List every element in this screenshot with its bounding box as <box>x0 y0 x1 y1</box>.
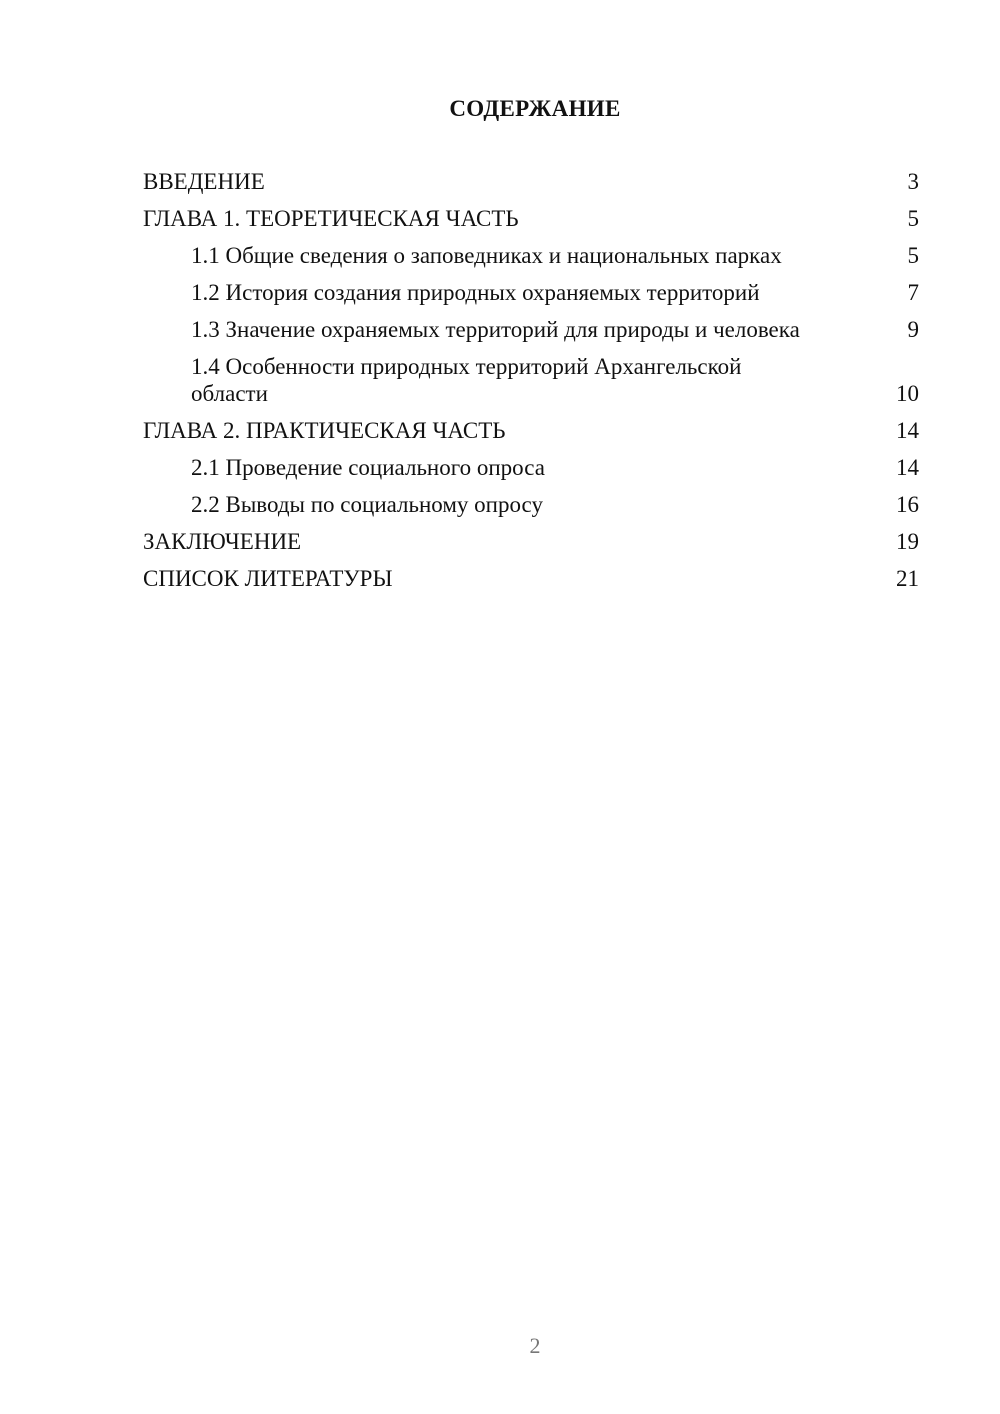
toc-entry-chapter-1[interactable] <box>143 205 919 232</box>
toc-entry-section-2-1[interactable] <box>143 454 919 481</box>
toc-entry-page: 5 <box>907 243 919 268</box>
toc-entry-page: 10 <box>896 381 919 406</box>
table-of-contents <box>143 168 919 602</box>
toc-entry-page: 14 <box>896 418 919 443</box>
toc-entry-section-2-2[interactable] <box>143 491 919 518</box>
page-number: 2 <box>529 1333 541 1358</box>
toc-entry-page: 3 <box>907 169 919 194</box>
toc-entry-page: 7 <box>907 280 919 305</box>
toc-entry-text: 1.4 Особенности природных территорий Архангельской области <box>191 354 742 406</box>
toc-entry-text: ЗАКЛЮЧЕНИЕ <box>143 529 302 554</box>
toc-entry-bibliography[interactable] <box>143 565 919 592</box>
toc-entry-text: 2.2 Выводы по социальному опросу <box>191 492 543 517</box>
toc-entry-conclusion[interactable] <box>143 528 919 555</box>
toc-entry-text: СПИСОК ЛИТЕРАТУРЫ <box>143 566 393 591</box>
toc-entry-page: 5 <box>907 206 919 231</box>
toc-entry-page: 19 <box>896 529 919 554</box>
toc-entry-page: 16 <box>896 492 919 517</box>
toc-entry-section-1-4[interactable] <box>143 353 919 407</box>
toc-entry-section-1-2[interactable] <box>143 279 919 306</box>
toc-entry-text: 1.2 История создания природных охраняемых территорий <box>191 280 760 305</box>
toc-entry-introduction[interactable] <box>143 168 919 195</box>
toc-entry-text: ВВЕДЕНИЕ <box>143 169 265 194</box>
toc-entry-text: ГЛАВА 2. ПРАКТИЧЕСКАЯ ЧАСТЬ <box>143 418 506 443</box>
toc-entry-page: 21 <box>896 566 919 591</box>
toc-entry-page: 9 <box>907 317 919 342</box>
toc-entry-text: 2.1 Проведение социального опроса <box>191 455 545 480</box>
toc-entry-section-1-1[interactable] <box>143 242 919 269</box>
toc-entry-text: ГЛАВА 1. ТЕОРЕТИЧЕСКАЯ ЧАСТЬ <box>143 206 519 231</box>
toc-entry-text: 1.1 Общие сведения о заповедниках и национальных парках <box>191 243 782 268</box>
page-title: СОДЕРЖАНИЕ <box>449 96 621 121</box>
toc-entry-section-1-3[interactable] <box>143 316 919 343</box>
toc-entry-page: 14 <box>896 455 919 480</box>
toc-entry-chapter-2[interactable] <box>143 417 919 444</box>
toc-entry-text: 1.3 Значение охраняемых территорий для природы и человека <box>191 317 800 342</box>
